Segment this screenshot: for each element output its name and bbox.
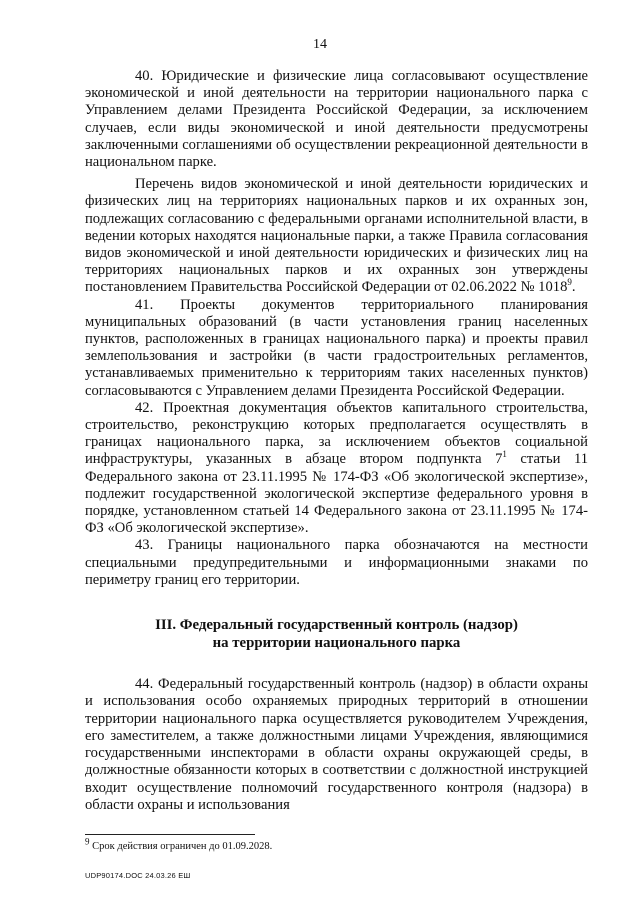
paragraph-40-list-text: Перечень видов экономической и иной деятельности юридических и физических лиц на территориях национальных парков и их охранных зон, подлежащих согласованию с федеральными органами исполнительной власти, в ведении которых находятся национальные парки, а также Правила согласования видов экономической и иной деятельности юридических и физических лиц на территориях национальных парков и их охранных зон утверждены постановлением Правительства Российской Федерации от 02.06.2022 № 1018 — [85, 176, 588, 296]
footnote-divider — [85, 834, 255, 835]
section-heading-line-1: III. Федеральный государственный контроль (надзор) — [155, 617, 518, 634]
paragraph-42 — [85, 400, 588, 538]
footnote-ref-9: 9 — [567, 277, 572, 288]
paragraph-44: 44. Федеральный государственный контроль (надзор) в области охраны и использования особо охраняемых природных территорий в отношении территории национального парка осуществляется руководителем Учреждения, его заместителем, а также должностными лицами Учреждения, являющимися государственными инспекторами в области охраны окружающей среды, в должностные обязанности которых в соответствии с должностной инструкцией входит осуществление полномочий государственного контроля (надзора) в области охраны и использования — [85, 676, 588, 813]
paragraph-43: 43. Границы национального парка обозначаются на местности специальными предупредительными и информационными знаками по периметру границ его территории. — [85, 537, 588, 588]
paragraph-40: 40. Юридические и физические лица согласовывают осуществление экономической и иной деятельности на территории национального парка с Управлением делами Президента Российской Федерации, за исключением случаев, если виды экономической и иной деятельности предусмотрены заключенными соглашениями об осуществлении рекреационной деятельности в национальном парке. — [85, 68, 588, 171]
page-body — [85, 68, 588, 814]
document-id: UDP90174.DOC 24.03.26 ЕШ — [85, 871, 191, 880]
paragraph-41: 41. Проекты документов территориального планирования муниципальных образований (в части установления границ населенных пунктов, расположенных в границах национального парка) и проекты правил землепользования и застройки (в части градостроительных регламентов, устанавливаемых применительно к территориям таких населенных пунктов) согласовываются с Управлением делами Президента Российской Федерации. — [85, 296, 588, 399]
section-heading — [85, 617, 588, 652]
paragraph-42-text-b: статьи 11 Федерального закона от 23.11.1995 № 174-ФЗ «Об экологической экспертизе», подлежит государственной экологической экспертизе федерального уровня в порядке, установленном статьей 14 Федерального закона от 23.11.1995 № 174-ФЗ «Об экологической экспертизе». — [85, 451, 588, 537]
superscript-1: 1 — [502, 449, 507, 460]
section-heading-line-2: на территории национального парка — [212, 634, 461, 651]
footnote-text: Срок действия ограничен до 01.09.2028. — [89, 841, 273, 852]
paragraph-40-list — [85, 176, 588, 296]
page-number: 14 — [313, 37, 327, 52]
paragraph-42-text-a: 42. Проектная документация объектов капитального строительства, строительство, реконструкцию которых предполагается осуществлять в границах национального парка, за исключением объектов социальной инфраструктуры, указанных в абзаце втором подпункта 7 — [85, 399, 588, 468]
footnote-mark: 9 — [85, 836, 90, 847]
paragraph-40-list-end: . — [571, 279, 576, 296]
footnote — [85, 836, 273, 853]
